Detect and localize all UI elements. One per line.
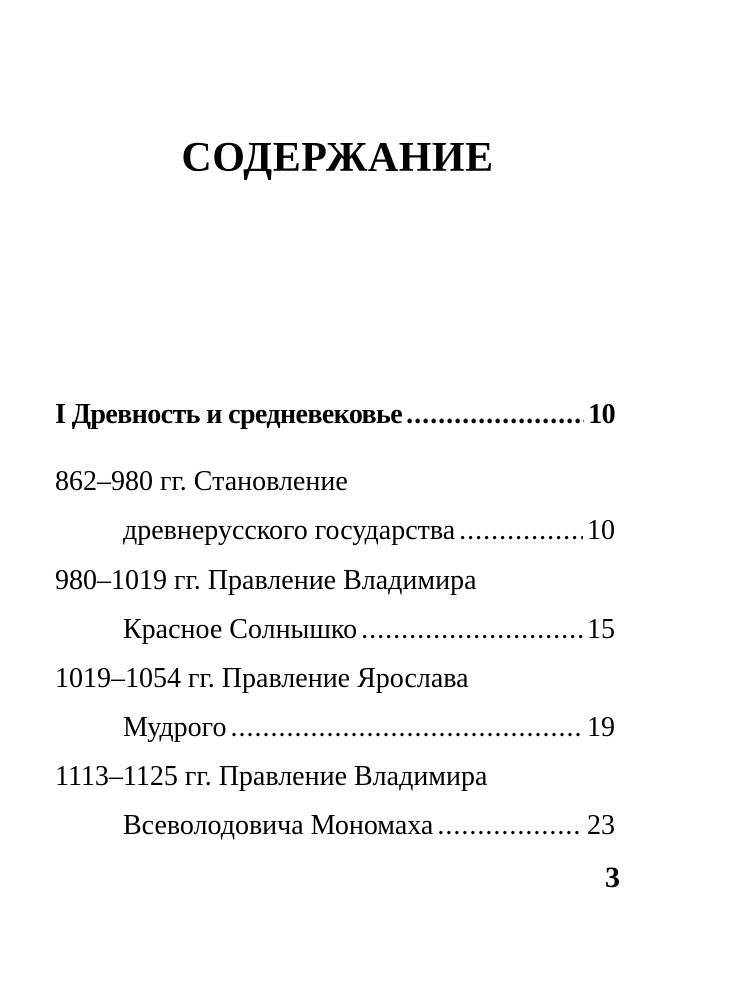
entry-title: Всеволодовича Мономаха xyxy=(123,810,434,841)
dot-leader xyxy=(437,808,583,844)
toc-entry-2-line-1: 980–1019 гг. Правление Владимира xyxy=(55,565,477,596)
toc-entry-1-line-1: 862–980 гг. Становление xyxy=(55,466,348,497)
page-number: 3 xyxy=(605,861,620,894)
entry-page-number: 15 xyxy=(587,614,615,645)
toc-entry-1-line-2 xyxy=(123,513,615,549)
toc-section-heading xyxy=(55,397,615,433)
entry-page-number: 23 xyxy=(587,810,615,841)
dot-leader xyxy=(361,612,583,648)
toc-entry-2-line-2 xyxy=(123,612,615,648)
toc-entry-3-line-2 xyxy=(123,710,615,746)
section-page-number: 10 xyxy=(588,399,615,430)
section-label: I Древность и средневековье xyxy=(55,399,403,430)
page-title: СОДЕРЖАНИЕ xyxy=(181,135,494,181)
entry-title: Мудрого xyxy=(123,712,227,743)
entry-page-number: 19 xyxy=(587,712,615,743)
dot-leader xyxy=(406,397,584,433)
entry-page-number: 10 xyxy=(587,515,615,546)
dot-leader xyxy=(459,513,583,549)
toc-entry-4-line-2 xyxy=(123,808,615,844)
toc-entry-4-line-1: 1113–1125 гг. Правление Владимира xyxy=(55,761,488,792)
entry-title: древнерусского государства xyxy=(123,515,456,546)
toc-entry-3-line-1: 1019–1054 гг. Правление Ярослава xyxy=(55,663,469,694)
entry-title: Красное Солнышко xyxy=(123,614,358,645)
dot-leader xyxy=(230,710,583,746)
